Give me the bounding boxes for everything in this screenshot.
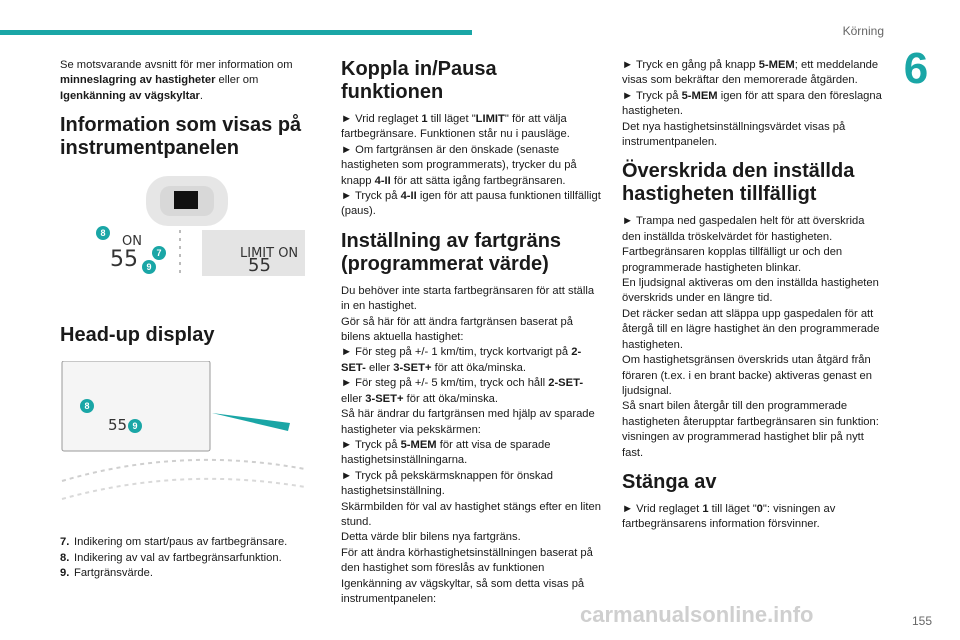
paragraph: För att ändra körhastighetsinställningen baserat på den hastighet som föreslås av funktionen Igenkänning av vägskyltar, så som detta visas på instrumentpanelen: — [341, 546, 593, 605]
heading-activate-pause: Koppla in/Pausa funktionen — [341, 58, 497, 103]
section-name: Körning — [842, 24, 884, 38]
hud-speed-value: 55 — [108, 416, 128, 435]
column-1 — [60, 58, 305, 581]
paragraph: Detta värde blir bilens nya fartgräns. — [341, 531, 521, 544]
paragraph: ► Tryck på 5-MEM igen för att spara den föreslagna hastigheten. — [622, 89, 882, 118]
heading-turn-off: Stänga av — [622, 470, 717, 493]
paragraph: ► För steg på +/- 1 km/tim, tryck kortvarigt på 2-SET- eller 3-SET+ för att öka/minska. — [341, 346, 582, 374]
paragraph: ► Tryck på 4-II igen för att pausa funktionen tillfälligt (paus). — [341, 190, 601, 218]
limit-on-label: LIMIT ON — [240, 246, 299, 262]
callout-badge-9: 9 — [142, 260, 156, 274]
paragraph: Du behöver inte starta fartbegränsaren för att ställa in en hastighet. — [341, 284, 595, 313]
chapter-accent-bar — [0, 30, 472, 35]
paragraph: Gör så här för att ändra fartgränsen baserat på bilens aktuella hastighet: — [341, 315, 573, 344]
on-label: ON — [122, 234, 142, 250]
paragraph: Så snart bilen återgår till den programmerade hastigheten återupptar fartbegränsaren sin funktion: visningen av programmerad hastighet blir på nytt fast. — [622, 400, 879, 459]
paragraph: Så här ändrar du fartgränsen med hjälp av sparade hastigheter via pekskärmen: — [341, 408, 595, 436]
paragraph: Det nya hastighetsinställningsvärdet visas på instrumentpanelen. — [622, 120, 846, 149]
paragraph: ► Tryck på 5-MEM för att visa de sparade hastighetsinställningarna. — [341, 438, 551, 467]
hud-callout-badge-9: 9 — [128, 419, 142, 433]
callout-badge-8: 8 — [96, 226, 110, 240]
paragraph: ► Trampa ned gaspedalen helt för att överskrida den inställda tröskelvärdet för hastigheten. — [622, 215, 865, 243]
head-up-display-figure — [60, 361, 305, 529]
speed-value-2: 55 — [248, 255, 271, 277]
paragraph: Om hastighetsgränsen överskrids utan åtgärd från föraren (t.ex. i en brant backe) aktiveras genast en ljudsignal. — [622, 354, 872, 397]
intro-paragraph: Se motsvarande avsnitt för mer information om minneslagring av hastigheter eller om Igenkänning av vägskyltar. — [60, 59, 293, 102]
chapter-number: 6 — [903, 44, 929, 93]
paragraph: ► Vrid reglaget 1 till läget "LIMIT" för att välja fartbegränsare. Funktionen står nu i pausläge. — [341, 113, 570, 141]
legend — [60, 535, 305, 581]
paragraph: ► Tryck en gång på knapp 5-MEM; ett meddelande visas som bekräftar den memorerade åtgärden. — [622, 59, 879, 87]
legend-item: 7. Indikering om start/paus av fartbegränsare. — [60, 536, 288, 549]
heading-instrument-panel: Information som visas på instrumentpanelen — [60, 114, 302, 160]
paragraph: Det räcker sedan att släppa upp gaspedalen för att återgå till en lägre hastighet än den programmerade hastigheten. — [622, 307, 880, 351]
paragraph: En ljudsignal aktiveras om den inställda hastigheten överskrids under en längre tid. — [622, 277, 879, 305]
legend-item: 8. Indikering av val av fartbegränsarfunktion. — [60, 551, 282, 564]
paragraph: ► Vrid reglaget 1 till läget "0": visningen av fartbegränsarens information försvinner. — [622, 502, 836, 531]
paragraph: ► Om fartgränsen är den önskade (senaste hastigheten som programmerats), trycker du på knapp 4-II för att sätta igång fartbegränsaren. — [341, 143, 577, 187]
instrument-panel-figure — [60, 168, 305, 276]
column-2 — [341, 58, 603, 607]
paragraph: ► För steg på +/- 5 km/tim, tryck och håll 2-SET- eller 3-SET+ för att öka/minska. — [341, 377, 584, 405]
paragraph: Fartbegränsaren kopplas tillfälligt ur och den programmerade hastigheten blinkar. — [622, 246, 843, 274]
paragraph: ► Tryck på pekskärmsknappen för önskad hastighetsinställning. — [341, 469, 553, 498]
heading-head-up-display: Head-up display — [60, 324, 215, 347]
speed-value: 55 — [110, 247, 138, 273]
column-3 — [622, 58, 884, 533]
windshield-illustration — [60, 361, 305, 529]
callout-badge-7: 7 — [152, 246, 166, 260]
hud-callout-badge-8: 8 — [80, 399, 94, 413]
paragraph: Skärmbilden för val av hastighet stängs efter en liten stund. — [341, 500, 601, 528]
legend-item: 9. Fartgränsvärde. — [60, 567, 153, 580]
heading-exceed-temporarily: Överskrida den inställda hastigheten tillfälligt — [622, 160, 855, 206]
heading-set-limit: Inställning av fartgräns (programmerat värde) — [341, 229, 562, 275]
watermark: carmanualsonline.info — [580, 602, 814, 627]
page-number: 155 — [911, 614, 932, 628]
